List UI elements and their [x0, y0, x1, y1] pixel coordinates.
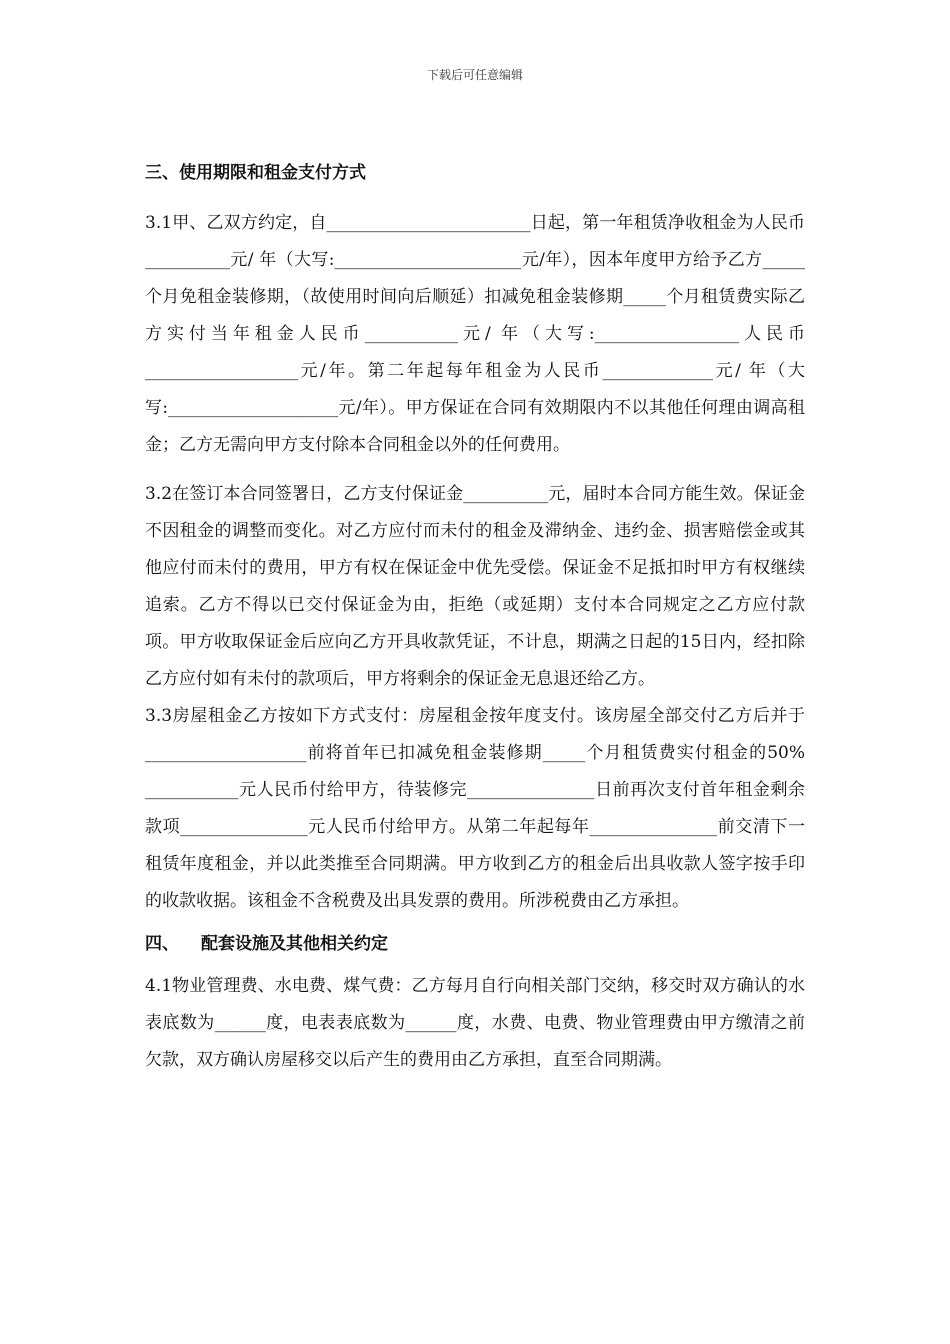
header-note: 下载后可任意编辑: [426, 68, 523, 82]
section-3-heading: 三、使用期限和租金支付方式: [145, 163, 366, 183]
clause-3-2: 3.2在签订本合同签署日，乙方支付保证金__________元，届时本合同方能生效。保证金不因租金的调整而变化。对乙方应付而未付的租金及滞纳金、违约金、损害赔偿金或其他应付而未付的费用，甲方有权在保证金中优先受偿。保证金不足抵扣时甲方有权继续追索。乙方不得以已交付保证金为由，拒绝（或延期）支付本合同规定之乙方应付款项。甲方收取保证金后应向乙方开具收款凭证，不计息，期满之日起的15日内，经扣除乙方应付如有未付的款项后，甲方将剩余的保证金无息退还给乙方。: [145, 484, 805, 689]
clause-3-3: 3.3房屋租金乙方按如下方式支付：房屋租金按年度支付。该房屋全部交付乙方后并于___________________前将首年已扣减免租金装修期_____个月租赁费实付租金的50% ___________元人民币付给甲方，待装修完_______________日前再次支付首年租金剩余款项_______________元人民币付给甲方。从第二年起每年_______________前交清下一租赁年度租金，并以此类推至合同期满。甲方收到乙方的租金后出具收款人签字按手印的收款收据。该租金不含税费及出具发票的费用。所涉税费由乙方承担。: [145, 706, 805, 911]
section-4-number: 四、: [145, 934, 179, 954]
clause-3-1: 3.1甲、乙双方约定，自________________________日起，第一年租赁净收租金为人民币__________元/ 年（大写:______________________元/年），因本年度甲方给予乙方_____个月免租金装修期，（故使用时间向后顺延）扣减免租金装修期_____个月租赁费实际乙方实付当年租金人民币___________元/ 年（大写:_________________人民币__________________元/年。第二年起每年租金为人民币_____________元/ 年（大写:____________________元/年）。甲方保证在合同有效期限内不以其他任何理由调高租金；乙方无需向甲方支付除本合同租金以外的任何费用。: [145, 213, 805, 455]
clause-4-1: 4.1物业管理费、水电费、煤气费：乙方每月自行向相关部门交纳，移交时双方确认的水表底数为______度，电表表底数为______度，水费、电费、物业管理费由甲方缴清之前欠款，双方确认房屋移交以后产生的费用由乙方承担，直至合同期满。: [145, 976, 805, 1070]
document-body: [145, 155, 805, 1079]
section-4-title: 配套设施及其他相关约定: [201, 934, 388, 954]
section-4-heading: [145, 926, 805, 962]
